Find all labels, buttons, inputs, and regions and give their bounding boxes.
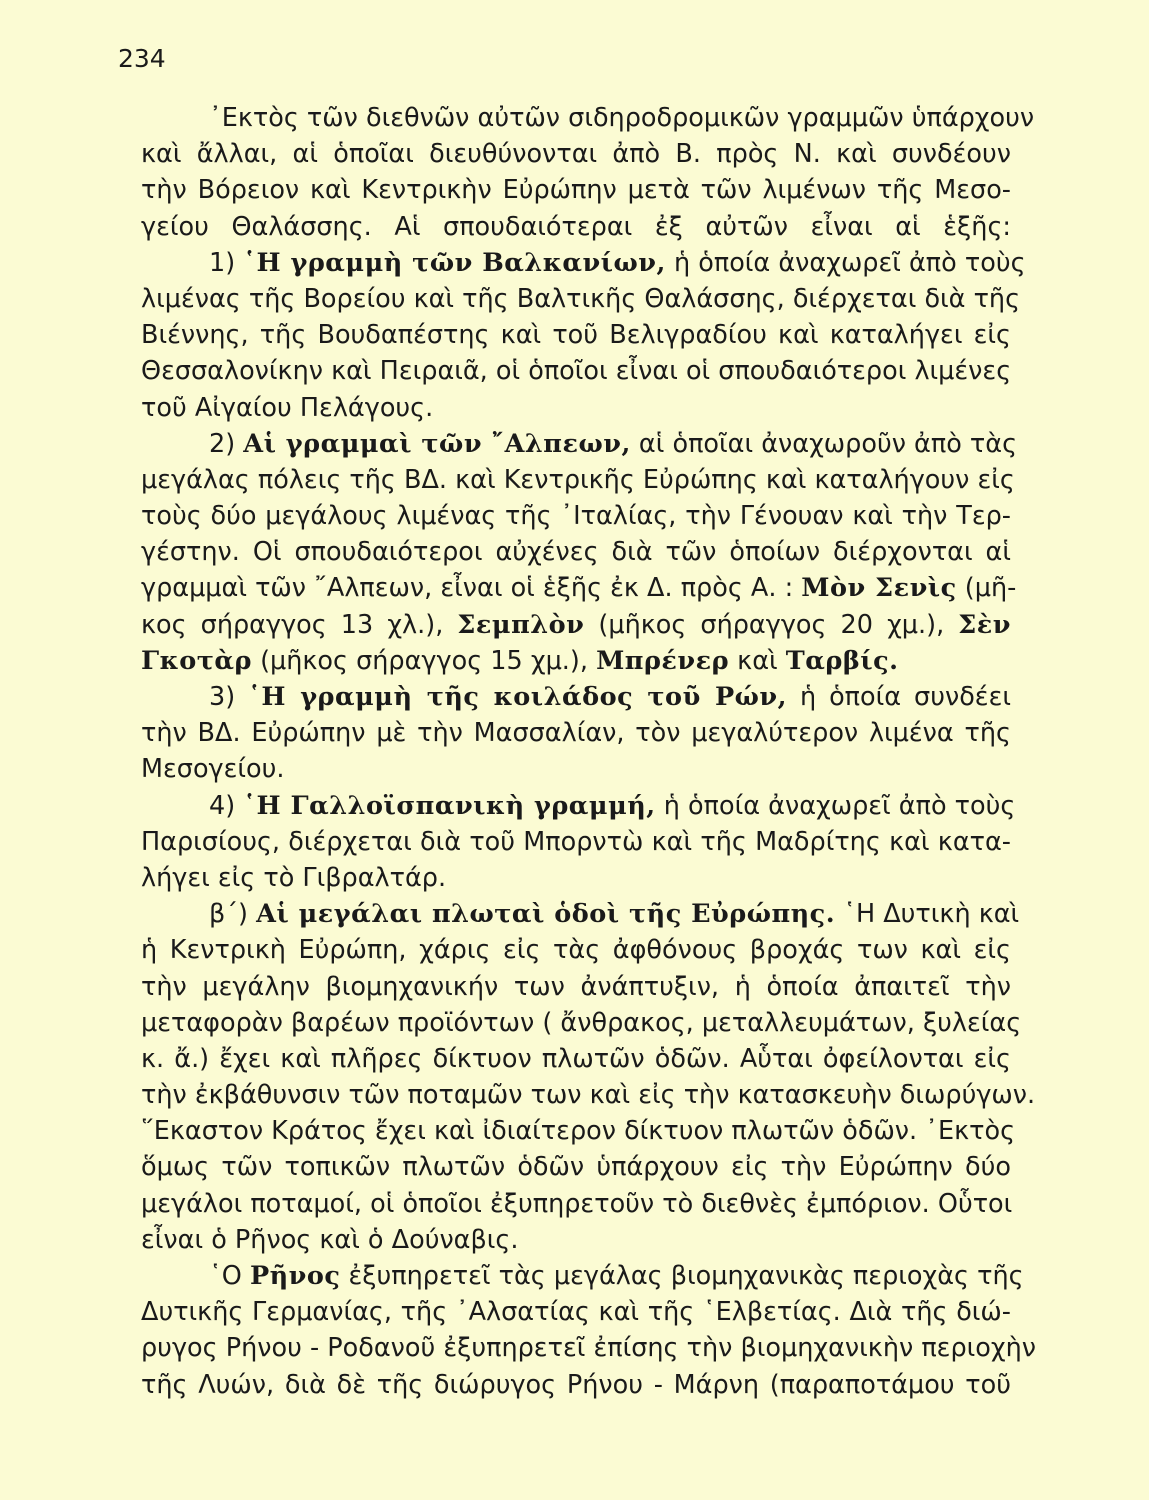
text-line: ᾿Εκτὸς τῶν διεθνῶν αὐτῶν σιδηροδρομικῶν γραμμῶν ὑπάρχουν: [209, 103, 1035, 133]
text-line: γέστην. Οἱ σπουδαιότεροι αὐχένες διὰ τῶν ὁποίων διέρχονται αἱ: [141, 537, 1011, 568]
text-line: Παρισίους, διέρχεται διὰ τοῦ Μπορντὼ καὶ τῆς Μαδρίτης καὶ κατα-: [141, 826, 1011, 857]
text-line: τὴν Βόρειον καὶ Κεντρικὴν Εὐρώπην μετὰ τῶν λιμένων τῆς Μεσο-: [141, 175, 1011, 206]
text-line: ἡ Κεντρικὴ Εὐρώπη, χάρις εἰς τὰς ἀφθόνους βροχάς των καὶ εἰς: [141, 935, 1011, 966]
text-line: γείου Θαλάσσης. Αἱ σπουδαιότεραι ἐξ αὐτῶν εἶναι αἱ ἑξῆς:: [141, 211, 1011, 242]
text-line: ρυγος Ρήνου - Ροδανοῦ ἐξυπηρετεῖ ἐπίσης τὴν βιομηχανικὴν περιοχὴν: [141, 1333, 1037, 1364]
text-line: 4) ῾Η Γαλλοϊσπανικὴ γραμμή, ἡ ὁποία ἀναχωρεῖ ἀπὸ τοὺς: [209, 790, 1016, 821]
text-line: τῆς Λυών, διὰ δὲ τῆς διώρυγος Ρήνου - Μάρνη (παραποτάμου τοῦ: [141, 1369, 1011, 1400]
tunnel-gotthard: Γκοτὰρ: [141, 645, 252, 676]
text-line: τὴν ΒΔ. Εὐρώπην μὲ τὴν Μασσαλίαν, τὸν μεγαλύτερον λιμένα τῆς: [141, 718, 1011, 749]
text-line: κος σήραγγος 13 χλ.), Σεμπλὸν (μῆκος σήραγγος 20 χμ.), Σὲν: [141, 609, 1012, 640]
text-line: 1) ῾Η γραμμὴ τῶν Βαλκανίων, ἡ ὁποία ἀναχωρεῖ ἀπὸ τοὺς: [209, 247, 1026, 278]
text-line: τὴν ἐκβάθυνσιν τῶν ποταμῶν των καὶ εἰς τὴν κατασκευὴν διωρύγων.: [141, 1080, 1036, 1111]
page-number: 234: [118, 44, 166, 73]
tunnel-arlberg: Ταρβίς.: [785, 645, 899, 676]
text-line: β΄) Αἱ μεγάλαι πλωταὶ ὁδοὶ τῆς Εὐρώπης. ῾Η Δυτικὴ καὶ: [209, 899, 1020, 930]
text-line: μεγάλας πόλεις τῆς ΒΔ. καὶ Κεντρικῆς Εὐρώπης καὶ καταλήγουν εἰς: [141, 464, 1015, 495]
tunnel-simplon: Σεμπλὸν: [457, 609, 585, 640]
text-line: ῾Ο Ρῆνος ἐξυπηρετεῖ τὰς μεγάλας βιομηχανικὰς περιοχὰς τῆς: [209, 1261, 1024, 1291]
heading-rhone: ῾Η γραμμὴ τῆς κοιλάδος τοῦ Ρών,: [248, 682, 788, 712]
text-line: 2) Αἱ γραμμαὶ τῶν ῎Αλπεων, αἱ ὁποῖαι ἀναχωροῦν ἀπὸ τὰς: [209, 428, 1018, 459]
text-line: μεγάλοι ποταμοί, οἱ ὁποῖοι ἐξυπηρετοῦν τὸ διεθνὲς ἐμπόριον. Οὗτοι: [141, 1188, 1013, 1219]
text-line: ῞Εκαστον Κράτος ἔχει καὶ ἰδιαίτερον δίκτυον πλωτῶν ὁδῶν. ᾿Εκτὸς: [141, 1116, 1016, 1147]
text-line: λήγει εἰς τὸ Γιβραλτάρ.: [141, 862, 447, 893]
text-line: κ. ἄ.) ἔχει καὶ πλῆρες δίκτυον πλωτῶν ὁδῶν. Αὗται ὀφείλονται εἰς: [141, 1043, 1011, 1074]
heading-balkans: ῾Η γραμμὴ τῶν Βαλκανίων,: [243, 247, 666, 278]
text-line: τὴν μεγάλην βιομηχανικήν των ἀνάπτυξιν, ἡ ὁποία ἀπαιτεῖ τὴν: [141, 971, 1011, 1002]
heading-alps: Αἱ γραμμαὶ τῶν ῎Αλπεων,: [243, 428, 631, 459]
heading-franco-spanish: ῾Η Γαλλοϊσπανικὴ γραμμή,: [243, 790, 656, 821]
text-line: Θεσσαλονίκην καὶ Πειραιᾶ, οἱ ὁποῖοι εἶναι οἱ σπουδαιότεροι λιμένες: [141, 356, 1012, 387]
text-line: εἶναι ὁ Ρῆνος καὶ ὁ Δούναβις.: [141, 1224, 519, 1255]
text-line: Γκοτὰρ (μῆκος σήραγγος 15 χμ.), Μπρένερ καὶ Ταρβίς.: [141, 645, 899, 676]
tunnel-brenner: Μπρένερ: [596, 645, 730, 676]
text-line: 3) ῾Η γραμμὴ τῆς κοιλάδος τοῦ Ρών, ἡ ὁποία συνδέει: [209, 682, 1011, 712]
text-line: Βιέννης, τῆς Βουδαπέστης καὶ τοῦ Βελιγραδίου καὶ καταλήγει εἰς: [141, 320, 1011, 351]
text-line: τοῦ Αἰγαίου Πελάγους.: [141, 392, 434, 423]
text-line: λιμένας τῆς Βορείου καὶ τῆς Βαλτικῆς Θαλάσσης, διέρχεται διὰ τῆς: [141, 283, 1021, 314]
text-line: Δυτικῆς Γερμανίας, τῆς ᾿Αλσατίας καὶ τῆς ῾Ελβετίας. Διὰ τῆς διώ-: [141, 1297, 1011, 1328]
tunnel-san: Σὲν: [958, 609, 1012, 640]
text-line: Μεσογείου.: [141, 754, 285, 785]
text-line: τοὺς δύο μεγάλους λιμένας τῆς ᾿Ιταλίας, τὴν Γένουαν καὶ τὴν Τερ-: [141, 501, 1011, 532]
heading-rhine: Ρῆνος: [249, 1261, 341, 1291]
body-text: [141, 100, 1037, 1403]
text-line: μεταφορὰν βαρέων προϊόντων ( ἄνθρακος, μεταλλευμάτων, ξυλείας: [141, 1007, 1022, 1038]
text-line: καὶ ἄλλαι, αἱ ὁποῖαι διευθύνονται ἀπὸ Β. πρὸς Ν. καὶ συνδέουν: [141, 139, 1011, 170]
heading-waterways: Αἱ μεγάλαι πλωταὶ ὁδοὶ τῆς Εὐρώπης.: [256, 899, 836, 930]
text-line: ὅμως τῶν τοπικῶν πλωτῶν ὁδῶν ὑπάρχουν εἰς τὴν Εὐρώπην δύο: [141, 1152, 1011, 1183]
tunnel-mont-cenis: Μὸν Σενὶς: [801, 573, 957, 604]
text-line: γραμμαὶ τῶν ῎Αλπεων, εἶναι οἱ ἑξῆς ἐκ Δ. πρὸς Α. : Μὸν Σενὶς (μῆ-: [141, 573, 1017, 604]
